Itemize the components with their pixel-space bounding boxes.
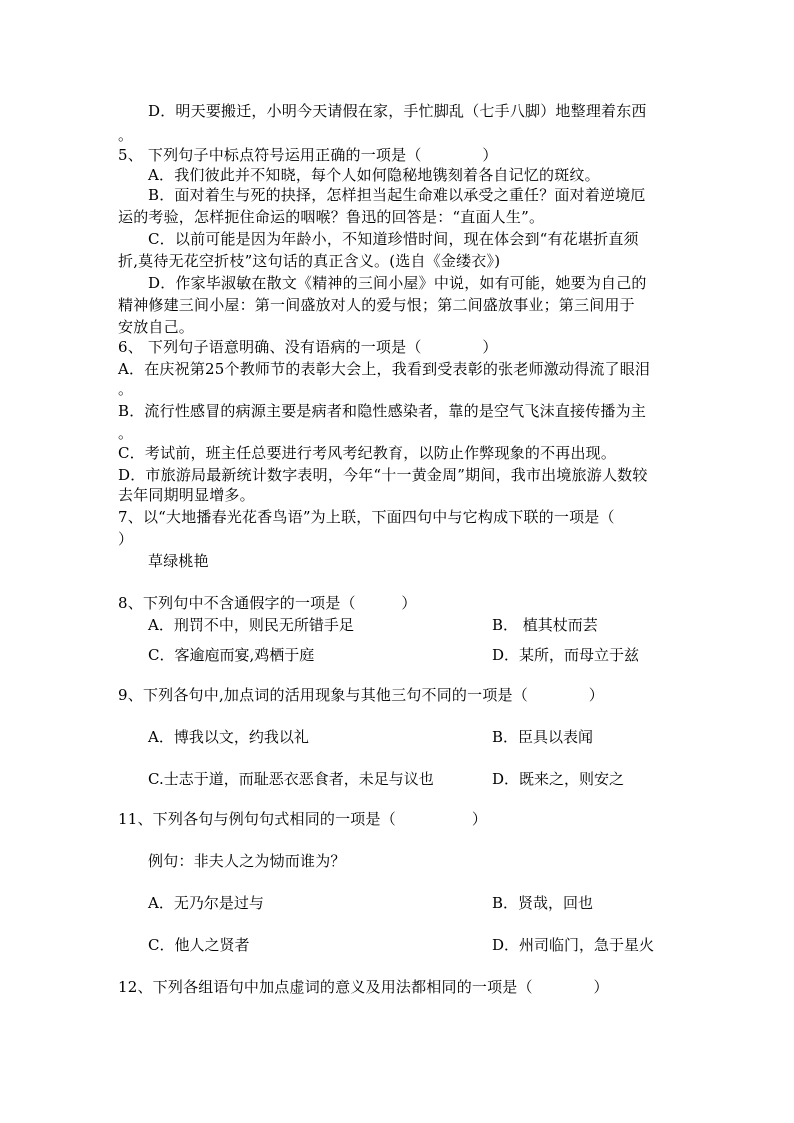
- q8-option-c: C．客逾庖而宴,鸡栖于庭: [148, 646, 315, 664]
- question-5-stem: 5、 下列句子中标点符号运用正确的一项是（ ）: [118, 146, 498, 164]
- q5-option-c: C．以前可能是因为年龄小，不知道珍惜时间，现在体会到“有花堪折直须: [148, 230, 639, 248]
- q5-option-d: D．作家毕淑敏在散文《精神的三间小屋》中说，如有可能，她要为自己的: [148, 274, 647, 292]
- q11-option-a: A．无乃尔是过与: [148, 894, 264, 912]
- q6-option-d-cont: 去年同期明显增多。: [118, 486, 255, 504]
- q5-option-d-cont2: 安放自己。: [118, 318, 195, 336]
- q6-option-b: B．流行性感冒的病源主要是病者和隐性感染者，靠的是空气飞沫直接传播为主: [118, 402, 647, 420]
- question-6-stem: 6、 下列句子语意明确、没有语病的一项是（ ）: [118, 338, 498, 356]
- q9-option-c: C.士志于道，而耻恶衣恶食者，未足与议也: [148, 770, 434, 788]
- q11-option-d: D．州司临门，急于星火: [492, 936, 655, 954]
- q9-option-d: D．既来之，则安之: [492, 770, 625, 788]
- question-7-stem: 7、以“大地播春光花香鸟语”为上联，下面四句中与它构成下联的一项是（: [118, 508, 615, 526]
- question-11-stem: 11、下列各句与例句句式相同的一项是（ ）: [118, 810, 488, 828]
- question-7-stem-cont: ）: [118, 530, 134, 548]
- q8-option-d: D．某所，而母立于兹: [492, 646, 640, 664]
- q6-option-a: A．在庆祝第25个教师节的表彰大会上，我看到受表彰的张老师激动得流了眼泪: [118, 360, 651, 378]
- question-8-stem: 8、下列句中不含通假字的一项是（ ）: [118, 594, 417, 612]
- q4-option-d: D．明天要搬迁，小明今天请假在家，手忙脚乱（七手八脚）地整理着东西: [148, 102, 647, 120]
- q6-option-a-cont: 。: [118, 380, 134, 398]
- q7-option: 草绿桃艳: [148, 552, 209, 570]
- q5-option-b-cont: 运的考验，怎样扼住命运的咽喉？鲁迅的回答是：“直面人生”。: [118, 208, 545, 226]
- q6-option-c: C．考试前，班主任总要进行考风考纪教育，以防止作弊现象的不再出现。: [118, 444, 617, 462]
- q5-option-d-cont: 精神修建三间小屋：第一间盛放对人的爱与恨；第二间盛放事业；第三间用于: [118, 296, 635, 314]
- q9-option-a: A．博我以文，约我以礼: [148, 728, 309, 746]
- q5-option-b: B．面对着生与死的抉择，怎样担当起生命难以承受之重任？面对着逆境厄: [148, 186, 646, 204]
- q6-option-d: D．市旅游局最新统计数字表明，今年“十一黄金周”期间，我市出境旅游人数较: [118, 466, 648, 484]
- q8-option-a: A．刑罚不中，则民无所错手足: [148, 616, 354, 634]
- q11-option-b: B．贤哉，回也: [492, 894, 594, 912]
- q5-option-c-cont: 折,莫待无花空折枝”这句话的真正含义。(选自《金缕衣》): [118, 252, 501, 270]
- q11-example: 例句：非夫人之为恸而谁为？: [148, 852, 346, 870]
- q6-option-b-cont: 。: [118, 424, 134, 442]
- q9-option-b: B．臣具以表闻: [492, 728, 594, 746]
- q11-option-c: C．他人之贤者: [148, 936, 250, 954]
- question-9-stem: 9、下列各句中,加点词的活用现象与其他三句不同的一项是（ ）: [118, 686, 604, 704]
- q8-option-b: B． 植其杖而芸: [492, 616, 598, 634]
- question-12-stem: 12、下列各组语句中加点虚词的意义及用法都相同的一项是（ ）: [118, 978, 609, 996]
- q4-option-d-cont: 。: [118, 126, 134, 144]
- q5-option-a: A．我们彼此并不知晓，每个人如何隐秘地镌刻着各自记忆的斑纹。: [148, 166, 600, 184]
